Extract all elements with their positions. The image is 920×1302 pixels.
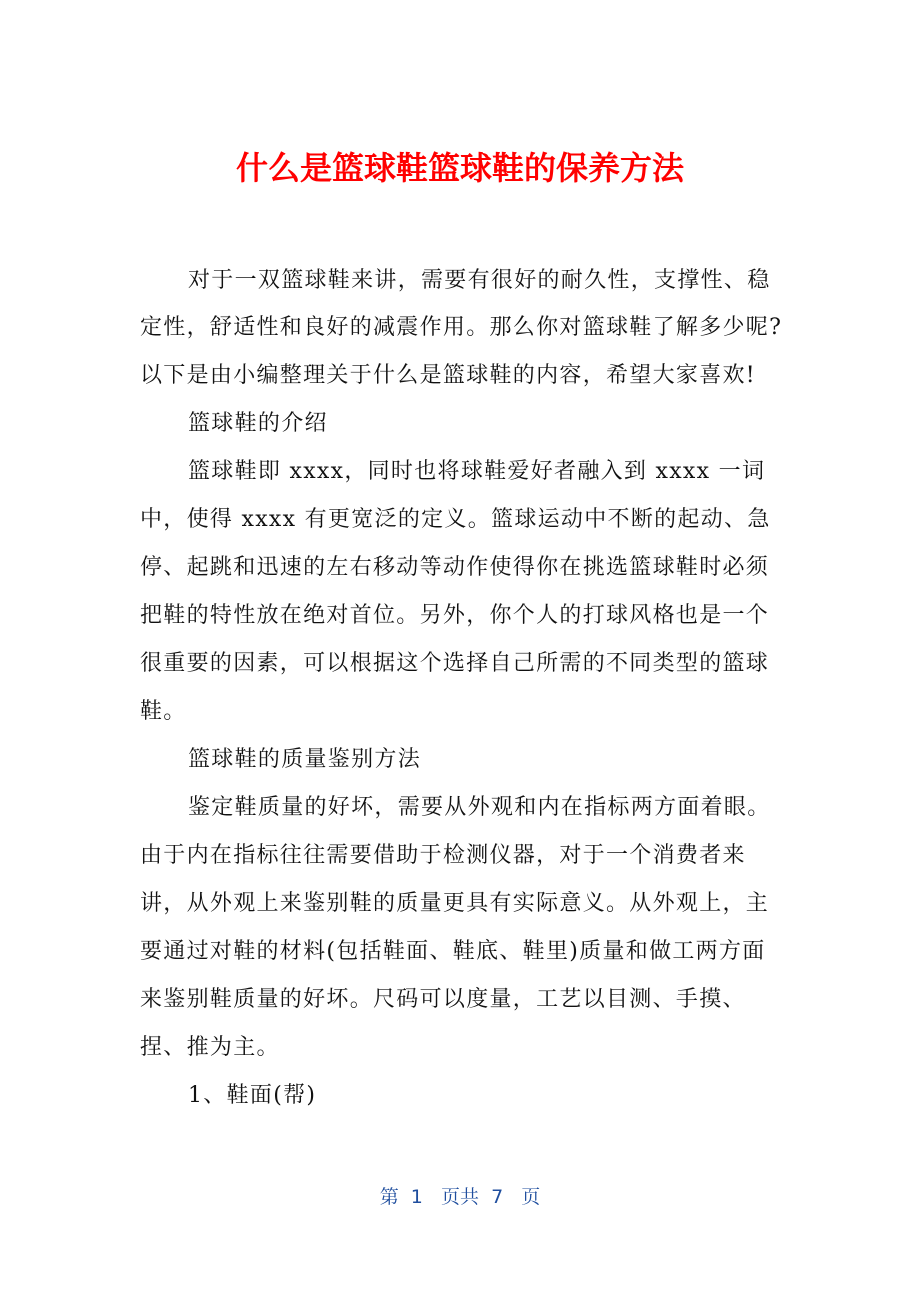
paragraph-line: 把鞋的特性放在绝对首位。另外，你个人的打球风格也是一个 bbox=[140, 603, 770, 628]
paragraph-line: 定性，舒适性和良好的减震作用。那么你对篮球鞋了解多少呢? bbox=[140, 315, 783, 340]
paragraph-line: 讲，从外观上来鉴别鞋的质量更具有实际意义。从外观上，主 bbox=[140, 891, 770, 916]
paragraph-line: 来鉴别鞋质量的好坏。尺码可以度量，工艺以目测、手摸、 bbox=[140, 987, 746, 1012]
paragraph-line: 中，使得 xxxx 有更宽泛的定义。篮球运动中不断的起动、急 bbox=[140, 507, 771, 532]
paragraph-line: 很重要的因素，可以根据这个选择自己所需的不同类型的篮球 bbox=[140, 651, 770, 676]
page-number-footer: 第 1 页共 7 页 bbox=[379, 1186, 541, 1208]
paragraph-line: 要通过对鞋的材料(包括鞋面、鞋底、鞋里)质量和做工两方面 bbox=[140, 939, 766, 964]
paragraph-line: 由于内在指标往往需要借助于检测仪器，对于一个消费者来 bbox=[140, 843, 746, 868]
section-heading: 篮球鞋的介绍 bbox=[188, 411, 328, 436]
paragraph-line: 以下是由小编整理关于什么是篮球鞋的内容，希望大家喜欢! bbox=[140, 363, 756, 388]
paragraph-line: 鉴定鞋质量的好坏，需要从外观和内在指标两方面着眼。 bbox=[188, 795, 771, 820]
section-heading: 篮球鞋的质量鉴别方法 bbox=[188, 747, 422, 772]
section-heading: 1、鞋面(帮) bbox=[188, 1083, 317, 1108]
paragraph-line: 捏、推为主。 bbox=[140, 1035, 280, 1060]
document-title: 什么是篮球鞋篮球鞋的保养方法 bbox=[235, 149, 684, 187]
paragraph-line: 对于一双篮球鞋来讲，需要有很好的耐久性，支撑性、稳 bbox=[188, 268, 771, 293]
paragraph-line: 停、起跳和迅速的左右移动等动作使得你在挑选篮球鞋时必须 bbox=[140, 555, 770, 580]
paragraph-line: 鞋。 bbox=[140, 699, 187, 724]
paragraph-line: 篮球鞋即 xxxx，同时也将球鞋爱好者融入到 xxxx 一词 bbox=[188, 459, 766, 484]
